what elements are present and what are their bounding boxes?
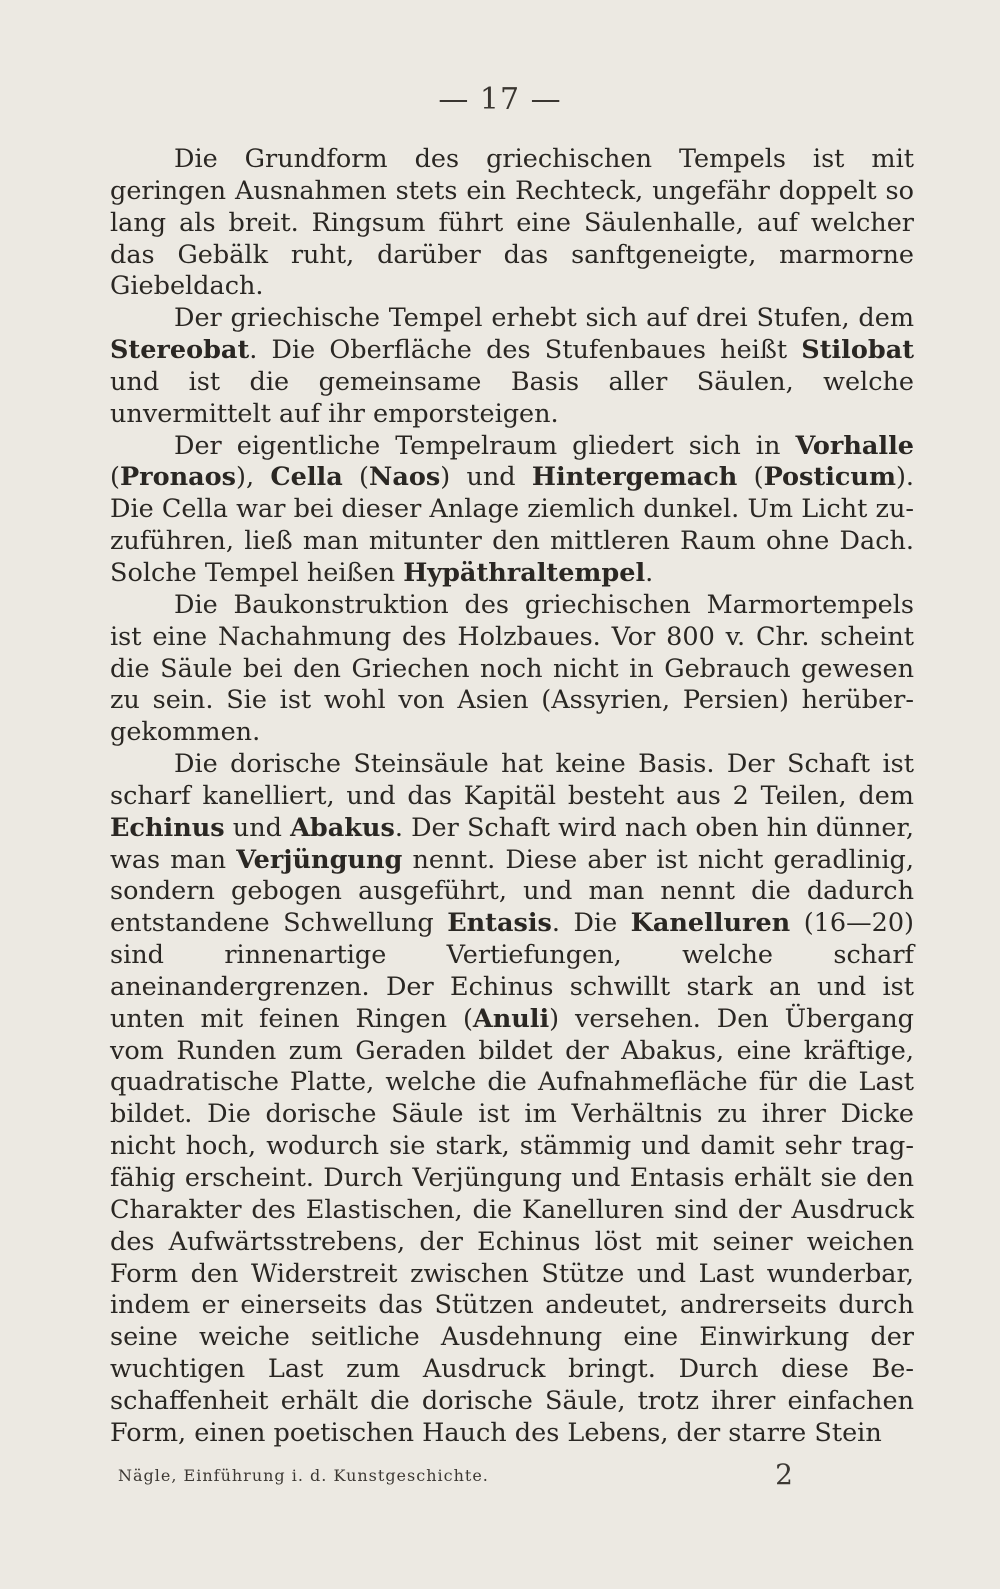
paragraph-grundform [110,144,914,303]
text-run: . Der Schaft wird nach oben hin dünner, was man [110,812,914,875]
text-run: Der griechische Tempel erhebt sich auf drei Stufen, dem [174,303,914,334]
emphasized-term: Kanelluren [630,908,791,939]
text-run: ), [236,462,271,493]
text-run: ) und [440,462,532,493]
text-run: Die Grundform des griechischen Tempels ist mit geringen Ausnahmen stets ein Rechteck, ungefähr doppelt so lang als breit. Ringsum führt eine Säulenhalle, auf welcher das Gebälk ruht, darüber das sanftgeneigte, marmorne Giebeldach. [110,144,914,302]
text-run: ( [342,462,370,493]
emphasized-term: Verjüngung [236,844,403,875]
text-run: . Die Oberfläche des Stufenbaues heißt [249,335,802,366]
text-run: Der eigentliche Tempelraum gliedert sich in [174,430,796,461]
text-run: ). Die Cella war bei dieser Anlage ziemlich dunkel. Um Licht zuzuführen, ließ man mitunter den mittleren Raum ohne Dach. Solche Tempel heißen [110,462,914,588]
emphasized-term: Anuli [472,1003,550,1034]
body-text [110,144,914,1450]
text-run: ) versehen. Den Übergang vom Runden zum Geraden bildet der Abakus, eine kräftige, quadratische Platte, welche die Aufnahmefläche für die Last bildet. Die dorische Säule ist im Verhältnis zu ihrer Dicke nicht hoch, wodurch sie stark, stämmig und damit sehr tragfähig erscheint. Durch Verjüngung und Entasis erhält sie den Charakter des Elastischen, die Kanelluren sind der Ausdruck des Aufwärtsstrebens, der Echinus löst mit seiner weichen Form den Widerstreit zwischen Stütze und Last wunderbar, indem er einerseits das Stützen andeutet, andrerseits durch seine weiche seitliche Ausdehnung eine Einwirkung der wuchtigen Last zum Ausdruck bringt. Durch diese Beschaffenheit erhält die dorische Säule, trotz ihrer einfachen Form, einen poetischen Hauch des Lebens, der starre Stein [110,1003,914,1448]
signature-mark: 2 [775,1458,793,1491]
text-run: (16—20) sind rinnenartige Vertiefungen, welche scharf aneinandergrenzen. Der Echinus schwillt stark an und ist unten mit feinen Ringen ( [110,908,914,1034]
text-run: Die dorische Steinsäule hat keine Basis. Der Schaft ist scharf kanelliert, und das Kapitäl besteht aus 2 Teilen, dem [110,749,914,811]
paragraph-dorische-saeule [110,749,914,1450]
text-run: und ist die gemeinsame Basis aller Säulen, welche unvermittelt auf ihr emporsteigen. [110,366,914,429]
emphasized-term: Posticum [763,462,896,493]
paragraph-baukonstruktion [110,590,914,749]
text-run: . [645,557,654,588]
emphasized-term: Abakus [290,812,395,843]
emphasized-term: Hintergemach [531,462,738,493]
emphasized-term: Vorhalle [795,430,914,461]
page-footer [118,1458,908,1492]
text-run: und [224,812,291,843]
emphasized-term: Stereobat [110,335,250,366]
text-run: nennt. Diese aber ist nicht geradlinig, sondern gebogen ausgeführt, und man nennt die dadurch entstandene Schwellung [110,844,914,939]
paragraph-stereobat [110,303,914,430]
emphasized-term: Pronaos [119,462,236,493]
text-run: ( [737,462,764,493]
text-run: Die Baukonstruktion des griechischen Marmortempels ist eine Nachahmung des Holzbaues. Vor 800 v. Chr. scheint die Säule bei den Griechen noch nicht in Gebrauch gewesen zu sein. Sie ist wohl von Asien (Assyrien, Persien) herübergekommen. [110,589,914,748]
emphasized-term: Stilobat [801,335,914,366]
text-run: . Die [551,908,631,939]
page-number: — 17 — [438,82,562,117]
emphasized-term: Naos [369,462,441,493]
text-run: ( [110,462,120,493]
emphasized-term: Hypäthraltempel [403,557,646,588]
footer-book-title: Nägle, Einführung i. d. Kunstgeschichte. [118,1466,489,1485]
emphasized-term: Cella [270,462,343,493]
emphasized-term: Entasis [447,908,552,939]
paragraph-tempelraum [110,431,914,590]
emphasized-term: Echinus [110,812,225,843]
